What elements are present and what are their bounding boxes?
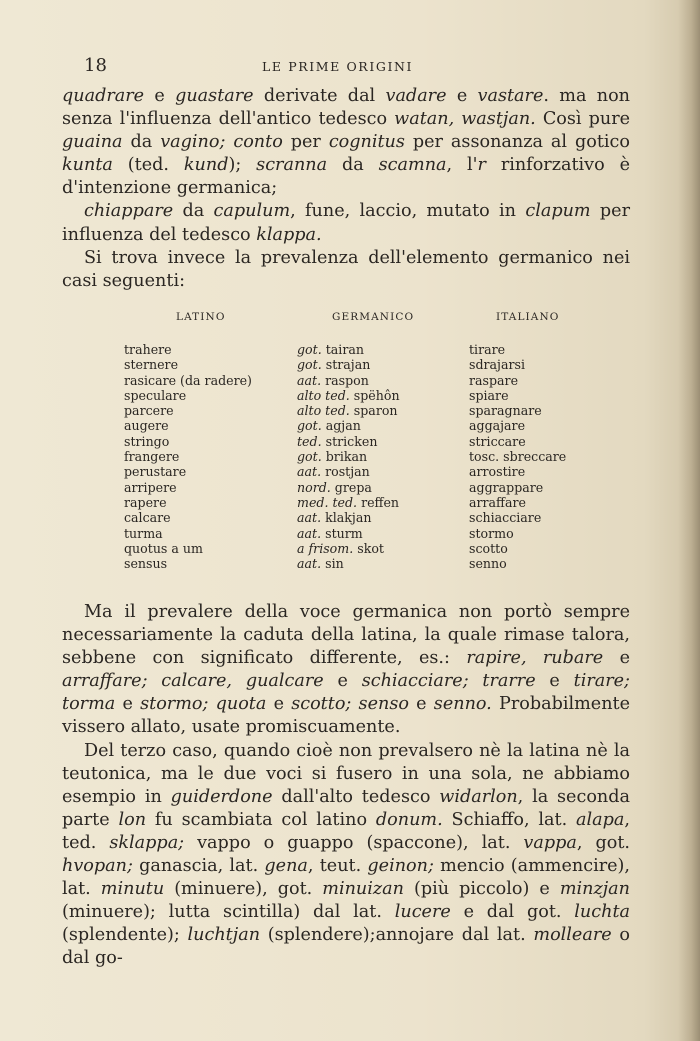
germanic-word: brikan bbox=[325, 449, 368, 465]
italic-term: lon bbox=[118, 809, 147, 830]
text-run: vappo o guappo (spaccone), lat. bbox=[184, 832, 524, 853]
text-run: (splendente); bbox=[62, 925, 188, 946]
text-run: da bbox=[327, 155, 379, 176]
germanico-cell bbox=[297, 556, 400, 571]
latino-cell: perustare bbox=[124, 464, 187, 480]
text-run: Schiaffo, lat. bbox=[442, 809, 577, 830]
language-abbreviation: aat. bbox=[297, 464, 322, 480]
italic-term: r bbox=[477, 155, 486, 176]
text-run: Probabilmente vissero allato, usate promiscuamente. bbox=[62, 694, 631, 738]
germanico-cell bbox=[297, 480, 400, 495]
etymology-table bbox=[0, 310, 700, 580]
latino-cell: turma bbox=[124, 525, 163, 541]
germanico-cell bbox=[297, 434, 400, 449]
italiano-cell: spiare bbox=[469, 387, 509, 403]
text-run: e bbox=[446, 86, 478, 106]
language-abbreviation: got. bbox=[297, 357, 322, 373]
germanico-cell bbox=[297, 449, 400, 464]
language-abbreviation: a frisom. bbox=[297, 540, 354, 556]
latino-cell: rasicare (da radere) bbox=[124, 372, 252, 388]
italic-term: widarlon bbox=[439, 786, 518, 807]
text-run: (minuere); lutta scintilla) dal lat. bbox=[62, 902, 395, 923]
italic-term: scranna bbox=[256, 155, 328, 176]
italic-term: vagino; bbox=[160, 132, 226, 153]
text-run: o dal go- bbox=[62, 925, 630, 969]
germanic-word: stricken bbox=[325, 433, 378, 449]
germanico-cell bbox=[297, 373, 400, 388]
germanic-word: reffen bbox=[361, 494, 400, 510]
italic-term: minzjan bbox=[559, 879, 630, 900]
page-number: 18 bbox=[84, 55, 107, 76]
italic-term: sklappa; bbox=[109, 832, 185, 853]
germanic-word: tairan bbox=[325, 342, 364, 357]
germanic-word: klakjan bbox=[325, 510, 372, 526]
language-abbreviation: got. bbox=[297, 418, 322, 434]
germanico-cell bbox=[297, 495, 400, 510]
latino-column bbox=[124, 342, 252, 571]
language-abbreviation: med. ted. bbox=[297, 494, 358, 510]
text-run: (più piccolo) e bbox=[403, 879, 560, 900]
germanic-word: agjan bbox=[325, 418, 361, 434]
latino-cell: sternere bbox=[124, 357, 179, 373]
italiano-cell: stormo bbox=[469, 525, 514, 541]
text-run: Si trova invece la prevalenza dell'elemento germanico nei casi seguenti: bbox=[62, 247, 630, 291]
intro-text bbox=[62, 85, 630, 293]
latino-cell: parcere bbox=[124, 403, 174, 419]
language-abbreviation: alto ted. bbox=[297, 403, 350, 419]
italiano-cell: senno bbox=[469, 556, 507, 572]
text-run: da bbox=[173, 201, 214, 222]
italic-term: molleare bbox=[533, 925, 612, 946]
germanic-word: spëhôn bbox=[353, 387, 400, 403]
italic-term: gena bbox=[264, 856, 308, 877]
text-run: ganascia, lat. bbox=[132, 856, 265, 877]
language-abbreviation: aat. bbox=[297, 556, 322, 572]
italic-term: kund bbox=[183, 155, 229, 176]
language-abbreviation: got. bbox=[297, 449, 322, 465]
germanico-cell bbox=[297, 418, 400, 433]
italic-term: guastare bbox=[175, 86, 254, 106]
italic-term: clapum bbox=[525, 201, 591, 222]
italic-term: guaina bbox=[62, 132, 123, 153]
language-abbreviation: aat. bbox=[297, 372, 322, 388]
text-run: dall'alto tedesco bbox=[272, 786, 440, 807]
text-run: (splendere);annojare dal lat. bbox=[260, 925, 534, 946]
text-run: e bbox=[408, 694, 434, 715]
italic-term: watan, wastjan. bbox=[394, 109, 536, 130]
italic-term: vappa bbox=[523, 832, 577, 853]
italiano-cell: arrostire bbox=[469, 464, 526, 480]
germanico-cell bbox=[297, 388, 400, 403]
germanico-cell bbox=[297, 526, 400, 541]
italiano-cell: sparagnare bbox=[469, 403, 542, 419]
language-abbreviation: got. bbox=[297, 342, 322, 357]
text-run: . ma non senza l'influenza dell'antico tedesco bbox=[62, 86, 630, 130]
text-run: mencio (ammencire), lat. bbox=[62, 856, 630, 900]
italic-term: cognitus bbox=[328, 132, 405, 153]
italic-term: capulum bbox=[213, 201, 291, 222]
text-run: per influenza del tedesco bbox=[62, 201, 630, 245]
language-abbreviation: ted. bbox=[297, 433, 322, 449]
text-run: ); bbox=[228, 155, 257, 176]
italic-term: alapa bbox=[576, 809, 625, 830]
italic-term: geinon; bbox=[367, 856, 434, 877]
italic-term: quadrare bbox=[62, 86, 145, 106]
text-run: per bbox=[282, 132, 329, 153]
language-abbreviation: aat. bbox=[297, 510, 322, 526]
latino-cell: sensus bbox=[124, 556, 168, 572]
paragraph bbox=[62, 740, 630, 971]
germanic-word: raspon bbox=[325, 372, 369, 388]
paragraph bbox=[62, 85, 630, 200]
germanico-cell bbox=[297, 510, 400, 525]
italiano-column bbox=[469, 342, 566, 571]
latino-cell: calcare bbox=[124, 510, 171, 526]
column-header-latino: LATINO bbox=[176, 311, 226, 323]
germanic-word: rostjan bbox=[325, 464, 370, 480]
italic-term: lucere bbox=[394, 902, 451, 923]
language-abbreviation: aat. bbox=[297, 525, 322, 541]
italic-term: chiappare bbox=[84, 201, 174, 222]
latino-cell: quotus a um bbox=[124, 540, 203, 556]
text-run: e bbox=[323, 671, 362, 692]
body-text bbox=[62, 601, 630, 971]
running-title: LE PRIME ORIGINI bbox=[262, 59, 414, 74]
italic-term: guiderdone bbox=[170, 786, 273, 807]
text-run: e bbox=[115, 694, 141, 715]
text-run: , l' bbox=[446, 155, 478, 176]
text-run: e bbox=[144, 86, 176, 106]
text-run: derivate dal bbox=[253, 86, 386, 106]
paragraph bbox=[62, 601, 630, 740]
italic-term: minuizan bbox=[322, 879, 404, 900]
text-run: da bbox=[122, 132, 161, 153]
italiano-cell: schiacciare bbox=[469, 510, 542, 526]
italic-term: donum. bbox=[375, 809, 443, 830]
italiano-cell: tirare bbox=[469, 342, 506, 357]
italic-term: tirare; torma bbox=[62, 671, 630, 715]
italic-term: klappa. bbox=[256, 224, 322, 245]
text-run: , ted. bbox=[62, 809, 630, 853]
italic-term: minutu bbox=[100, 879, 165, 900]
italiano-cell: aggajare bbox=[469, 418, 526, 434]
italiano-cell: tosc. sbreccare bbox=[469, 449, 567, 465]
text-run: Così pure bbox=[535, 109, 631, 130]
italiano-cell: aggrappare bbox=[469, 479, 544, 495]
italic-term: scamna bbox=[378, 155, 447, 176]
text-run: e bbox=[266, 694, 292, 715]
italiano-cell: sdrajarsi bbox=[469, 357, 525, 373]
germanico-cell bbox=[297, 403, 400, 418]
text-run: Del terzo caso, quando cioè non prevalsero nè la latina nè la teutonica, ma le due voci si fusero in una sola, ne abbiamo esempio in bbox=[62, 740, 630, 807]
italiano-cell: arraffare bbox=[469, 494, 526, 510]
text-run: e bbox=[603, 648, 630, 669]
latino-cell: rapere bbox=[124, 494, 167, 510]
germanico-column bbox=[297, 342, 400, 571]
germanic-word: strajan bbox=[325, 357, 371, 373]
italic-term: vadare bbox=[385, 86, 447, 106]
page-header bbox=[0, 55, 700, 79]
italic-term: arraffare; calcare, gualcare bbox=[62, 671, 324, 692]
italic-term: stormo; quota bbox=[140, 694, 267, 715]
column-header-italiano: ITALIANO bbox=[496, 311, 560, 323]
text-run: per assonanza al gotico bbox=[404, 132, 631, 153]
paragraph bbox=[62, 247, 630, 293]
italic-term: luchtjan bbox=[187, 925, 261, 946]
germanic-word: sturm bbox=[325, 525, 363, 541]
italic-term: senno. bbox=[433, 694, 492, 715]
germanic-word: sin bbox=[325, 556, 344, 572]
latino-cell: augere bbox=[124, 418, 169, 434]
latino-cell: stringo bbox=[124, 433, 170, 449]
germanic-word: skot bbox=[357, 540, 384, 556]
italic-term: conto bbox=[233, 132, 283, 153]
latino-cell: speculare bbox=[124, 387, 187, 403]
germanic-word: sparon bbox=[353, 403, 398, 419]
germanico-cell bbox=[297, 541, 400, 556]
italiano-cell: striccare bbox=[469, 433, 526, 449]
italiano-cell: scotto bbox=[469, 540, 508, 556]
paragraph bbox=[62, 200, 630, 246]
text-run: , teut. bbox=[307, 856, 368, 877]
germanico-cell bbox=[297, 357, 400, 372]
italic-term: hvopan; bbox=[62, 856, 133, 877]
text-run: (minuere), got. bbox=[164, 879, 323, 900]
text-run: rinforzativo è d'intenzione germanica; bbox=[62, 155, 630, 199]
italiano-cell: raspare bbox=[469, 372, 519, 388]
latino-cell: arripere bbox=[124, 479, 177, 495]
text-run: , la seconda parte bbox=[62, 786, 630, 830]
italic-term: vastare bbox=[477, 86, 544, 106]
germanico-cell bbox=[297, 464, 400, 479]
text-run: Ma il prevalere della voce germanica non portò sempre necessariamente la caduta della latina, la quale rimase talora, sebbene con significato differente, es.: bbox=[62, 602, 630, 669]
italic-term: scotto; senso bbox=[291, 694, 409, 715]
text-run: , fune, laccio, mutato in bbox=[290, 201, 526, 222]
text-run: fu scambiata col latino bbox=[146, 809, 376, 830]
italic-term: rapire, rubare bbox=[466, 648, 604, 669]
language-abbreviation: nord. bbox=[297, 479, 331, 495]
italic-term: kunta bbox=[62, 155, 113, 176]
italic-term: luchta bbox=[574, 902, 630, 923]
text-run: e bbox=[535, 671, 574, 692]
latino-cell: frangere bbox=[124, 449, 180, 465]
germanico-cell bbox=[297, 342, 400, 357]
language-abbreviation: alto ted. bbox=[297, 387, 350, 403]
text-run: , got. bbox=[576, 832, 630, 853]
germanic-word: grepa bbox=[334, 479, 372, 495]
text-run: (ted. bbox=[112, 155, 184, 176]
latino-cell: trahere bbox=[124, 342, 172, 357]
italic-term: schiacciare; trarre bbox=[361, 671, 536, 692]
column-header-germanico: GERMANICO bbox=[332, 311, 415, 323]
text-run: e dal got. bbox=[450, 902, 575, 923]
